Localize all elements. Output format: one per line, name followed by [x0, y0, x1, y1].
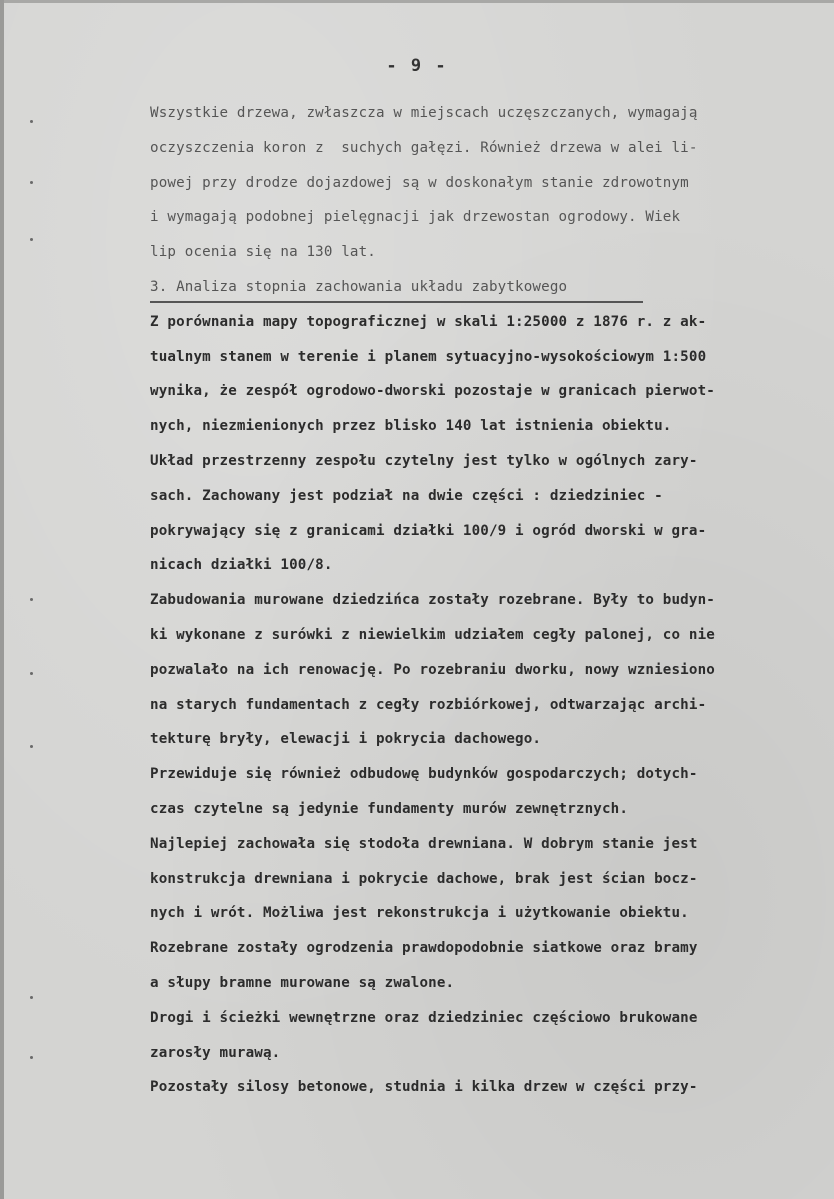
- punch-mark: [30, 996, 33, 999]
- page-left-edge: [0, 0, 4, 1199]
- body-text: [150, 96, 822, 1105]
- text-line: pozwalało na ich renowację. Po rozebraniu dworku, nowy wzniesiono: [150, 661, 715, 678]
- punch-mark: [30, 181, 33, 184]
- text-line: zarosły murawą.: [150, 1044, 281, 1061]
- text-line: tekturę bryły, elewacji i pokrycia dachowego.: [150, 731, 542, 748]
- text-line: Pozostały silosy betonowe, studnia i kilka drzew w części przy-: [150, 1079, 698, 1096]
- heading-underline: [150, 301, 643, 303]
- text-line: wynika, że zespół ogrodowo-dworski pozostaje w granicach pierwot-: [150, 383, 715, 400]
- text-line: oczyszczenia koron z suchych gałęzi. Również drzewa w alei li-: [150, 139, 698, 156]
- text-line: nych i wrót. Możliwa jest rekonstrukcja i użytkowanie obiektu.: [150, 905, 689, 922]
- text-line: lip ocenia się na 130 lat.: [150, 244, 376, 261]
- page-top-edge: [0, 0, 834, 3]
- text-line: nicach działki 100/8.: [150, 557, 333, 574]
- text-line: Przewiduje się również odbudowę budynków gospodarczych; dotych-: [150, 766, 698, 783]
- text-line: a słupy bramne murowane są zwalone.: [150, 974, 455, 991]
- text-line: Z porównania mapy topograficznej w skali 1:25000 z 1876 r. z ak-: [150, 313, 707, 330]
- punch-mark: [30, 120, 33, 123]
- text-line: pokrywający się z granicami działki 100/9 i ogród dworski w gra-: [150, 522, 707, 539]
- punch-mark: [30, 238, 33, 241]
- text-line: sach. Zachowany jest podział na dwie części : dziedziniec -: [150, 487, 663, 504]
- text-line: ki wykonane z surówki z niewielkim udziałem cegły palonej, co nie: [150, 626, 715, 643]
- text-line: czas czytelne są jedynie fundamenty murów zewnętrznych.: [150, 800, 629, 817]
- text-line: na starych fundamentach z cegły rozbiórkowej, odtwarzając archi-: [150, 696, 707, 713]
- text-line: konstrukcja drewniana i pokrycie dachowe, brak jest ścian bocz-: [150, 870, 698, 887]
- text-line: Najlepiej zachowała się stodoła drewniana. W dobrym stanie jest: [150, 835, 698, 852]
- text-line: Zabudowania murowane dziedzińca zostały rozebrane. Były to budyn-: [150, 592, 715, 609]
- punch-mark: [30, 672, 33, 675]
- page-number: - 9 -: [386, 56, 448, 76]
- text-line: Rozebrane zostały ogrodzenia prawdopodobnie siatkowe oraz bramy: [150, 940, 698, 957]
- text-line: powej przy drodze dojazdowej są w doskonałym stanie zdrowotnym: [150, 174, 689, 191]
- text-line: Drogi i ścieżki wewnętrzne oraz dziedziniec częściowo brukowane: [150, 1009, 698, 1026]
- text-line: i wymagają podobnej pielęgnacji jak drzewostan ogrodowy. Wiek: [150, 209, 681, 226]
- punch-mark: [30, 1056, 33, 1059]
- text-line: nych, niezmienionych przez blisko 140 lat istnienia obiektu.: [150, 418, 672, 435]
- punch-mark: [30, 598, 33, 601]
- text-line: tualnym stanem w terenie i planem sytuacyjno-wysokościowym 1:500: [150, 348, 707, 365]
- text-line: Wszystkie drzewa, zwłaszcza w miejscach uczęszczanych, wymagają: [150, 105, 698, 121]
- punch-mark: [30, 745, 33, 748]
- section-heading: 3. Analiza stopnia zachowania układu zabytkowego: [150, 278, 568, 295]
- text-line: Układ przestrzenny zespołu czytelny jest tylko w ogólnych zary-: [150, 452, 698, 469]
